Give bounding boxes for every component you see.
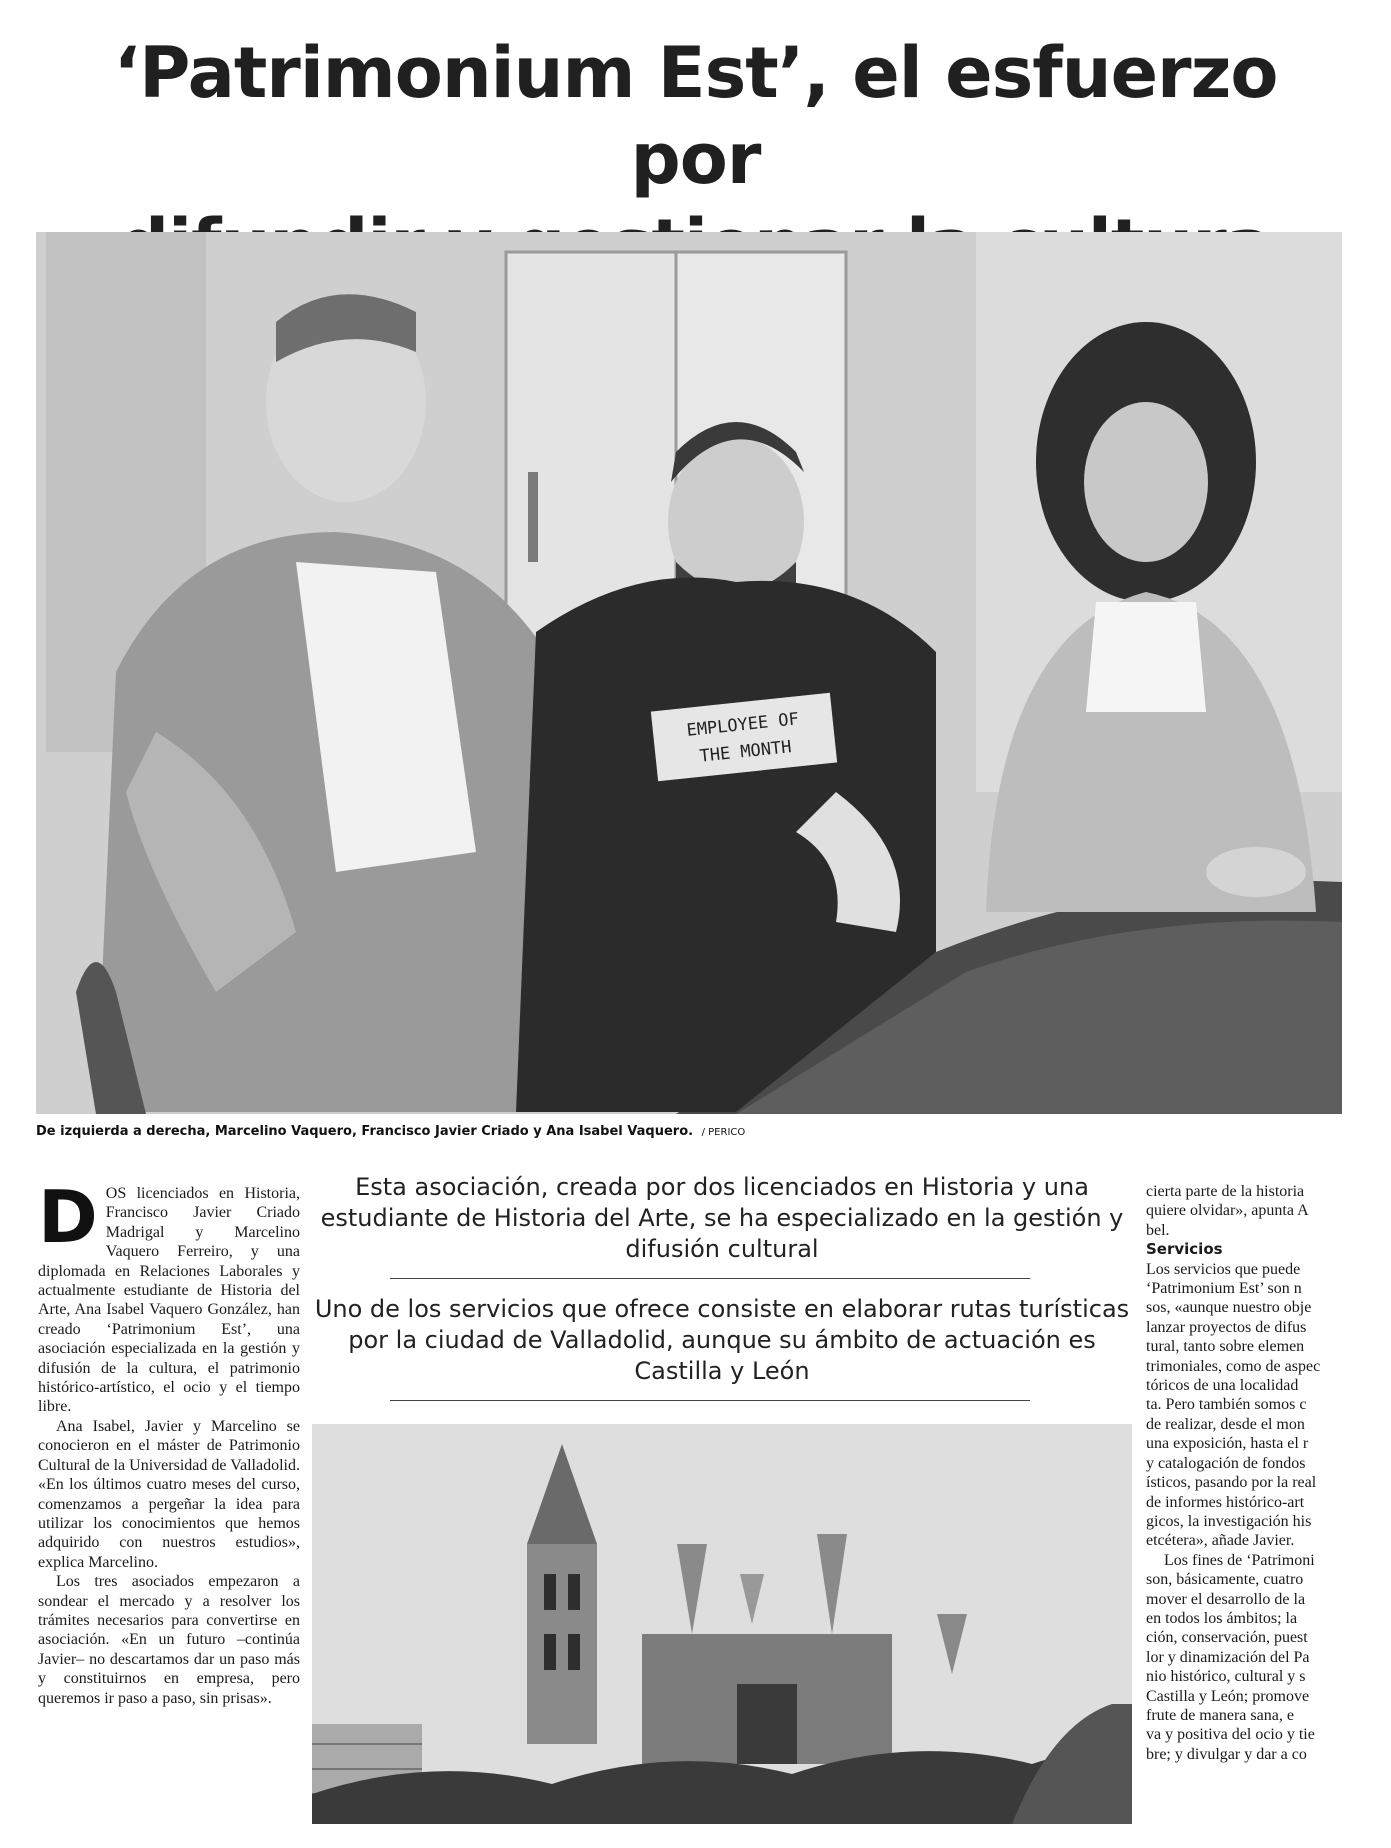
right-p2-line-2: son, básicamente, cuatro: [1146, 1571, 1304, 1589]
photo-caption: [36, 1124, 1342, 1139]
article-column-left: [38, 1175, 300, 1708]
right-p2-line-8: Castilla y León; promove: [1146, 1687, 1310, 1705]
caption-text: De izquierda a derecha, Marcelino Vaquero, Francisco Javier Criado y Ana Isabel Vaquero.: [36, 1124, 694, 1139]
right-p1-line-7: tóricos de una localidad: [1146, 1377, 1299, 1395]
paragraph-1: [38, 1175, 300, 1417]
right-p1-line-6: trimoniales, como de aspec: [1146, 1357, 1321, 1375]
right-p1-line-14: gicos, la investigación his: [1146, 1512, 1312, 1530]
right-p2-line-3: mover el desarrollo de la: [1146, 1590, 1306, 1608]
right-intro-line-1: cierta parte de la historia: [1146, 1183, 1305, 1200]
right-p2-line-11: bre; y divulgar y dar a co: [1146, 1745, 1307, 1763]
right-intro-line-2: quiere olvidar», apunta A: [1146, 1202, 1309, 1220]
headline-line-1: ‘Patrimonium Est’, el esfuerzo por: [113, 32, 1278, 200]
main-photo-illustration: [36, 232, 1342, 1114]
right-p1-line-4: lanzar proyectos de difus: [1146, 1318, 1307, 1336]
bell-tower: [527, 1544, 597, 1744]
right-p2-line-4: en todos los ámbitos; la: [1146, 1609, 1298, 1627]
dropcap: D: [38, 1175, 98, 1259]
right-p1-line-3: sos, «aunque nuestro obje: [1146, 1299, 1312, 1317]
right-p1-line-5: tural, tanto sobre elemen: [1146, 1338, 1305, 1356]
right-p1-line-9: de realizar, desde el mon: [1146, 1415, 1305, 1433]
church-illustration: [312, 1424, 1132, 1824]
right-p1-line-10: una exposición, hasta el r: [1146, 1435, 1309, 1453]
right-p2-line-6: lor y dinamización del Pa: [1146, 1648, 1310, 1666]
right-p2-line-1: Los fines de ‘Patrimoni: [1164, 1551, 1315, 1569]
photo-credit: / PERICO: [701, 1127, 746, 1138]
valladolid-church-photo: [312, 1424, 1132, 1824]
deck-divider-2: [390, 1400, 1030, 1401]
deck-1: Esta asociación, creada por dos licenciados en Historia y una estudiante de Historia del Arte, se ha especializado en la gestión y difusión cultural: [320, 1173, 1124, 1263]
right-p1-line-13: de informes histórico-art: [1146, 1493, 1305, 1511]
right-p2-line-5: ción, conservación, puest: [1146, 1629, 1308, 1647]
right-p1-line-12: ísticos, pasando por la real: [1146, 1474, 1317, 1492]
paragraph-2: Ana Isabel, Javier y Marcelino se conocieron en el máster de Patrimonio Cultural de la Universidad de Valladolid. «En los últimos cuatro meses del curso, comenzamos a pergeñar la idea para utilizar los conocimientos que hemos adquirido con nuestros estudios», explica Marcelino.: [38, 1417, 300, 1571]
right-p2-line-9: frute de manera sana, e: [1146, 1706, 1294, 1724]
right-p2-line-10: va y positiva del ocio y tie: [1146, 1726, 1315, 1744]
right-p1-line-11: y catalogación de fondos: [1146, 1454, 1306, 1472]
right-p1-line-8: ta. Pero también somos c: [1146, 1396, 1307, 1414]
person-right-face: [1084, 402, 1208, 562]
subhead-servicios: Servicios: [1146, 1240, 1223, 1259]
paragraph-1-text: OS licenciados en Historia, Francisco Javier Criado Madrigal y Marcelino Vaquero Ferreiro, y una diplomada en Relaciones Laborales y actualmente estudiante de Historia del Arte, Ana Isabel Vaquero González, han creado ‘Patrimonium Est’, una asociación especializada en la gestión y difusión de la cultura, el patrimonio histórico-artístico, el ocio y el tiempo libre.: [38, 1185, 300, 1416]
paragraph-3: Los tres asociados empezaron a sondear el mercado y a resolver los trámites necesarios para convertirse en asociación. «En un futuro –continúa Javier– no descartamos dar un paso más y constituirnos en empresa, pero queremos ir paso a paso, sin prisas».: [38, 1573, 300, 1707]
article-column-right: [1146, 1182, 1344, 1764]
deck-divider-1: [390, 1278, 1030, 1279]
right-p1-line-2: ‘Patrimonium Est’ son n: [1146, 1280, 1302, 1298]
right-p1-line-1: Los servicios que puede: [1146, 1260, 1301, 1278]
right-p1-line-15: etcétera», añade Javier.: [1146, 1532, 1295, 1550]
right-p2-line-7: nio histórico, cultural y s: [1146, 1668, 1306, 1686]
shirt-text-line-1: EMPLOYEE OF: [685, 709, 800, 741]
main-photo: [36, 232, 1342, 1114]
shirt-text-line-2: THE MONTH: [698, 737, 793, 767]
door-handle: [528, 472, 538, 562]
deck-2: Uno de los servicios que ofrece consiste en elaborar rutas turísticas por la ciudad de Valladolid, aunque su ámbito de actuación es Castilla y León: [314, 1295, 1130, 1385]
right-intro-line-3: bel.: [1146, 1221, 1170, 1239]
